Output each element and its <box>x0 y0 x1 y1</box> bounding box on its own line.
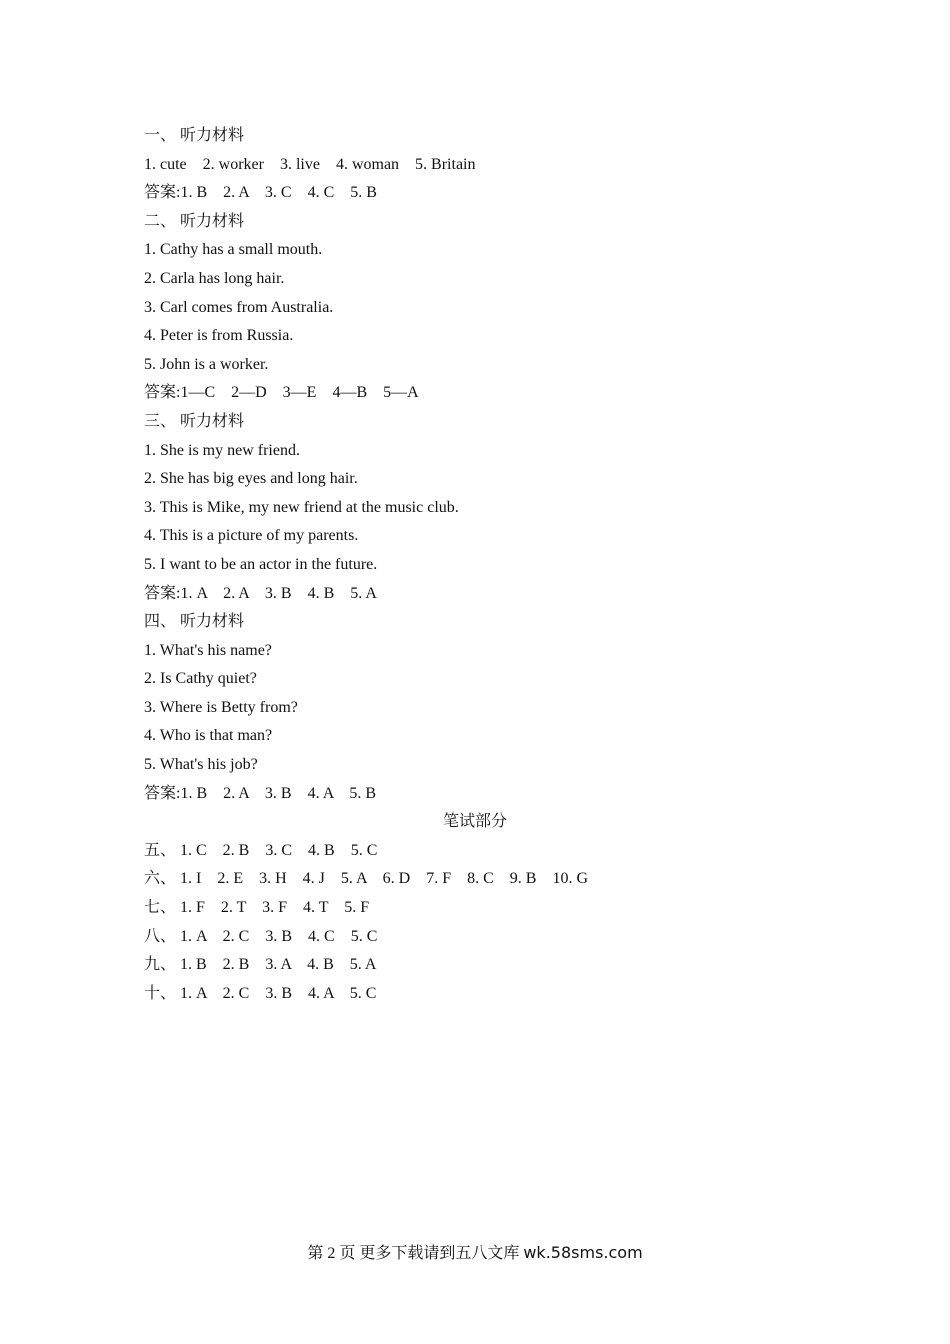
answer-line: 答案:1—C 2—D 3—E 4—B 5—A <box>144 384 419 402</box>
section-heading: 四、 听力材料 <box>144 613 245 631</box>
text-line: 2. Carla has long hair. <box>144 269 285 287</box>
answer-line: 答案:1. A 2. A 3. B 4. B 5. A <box>144 584 377 602</box>
section-heading: 二、 听力材料 <box>144 212 245 230</box>
answer-line: 九、 1. B 2. B 3. A 4. B 5. A <box>144 956 377 974</box>
text-line: 3. Carl comes from Australia. <box>144 298 334 316</box>
footer-text: 第 2 页 更多下载请到五八文库 <box>307 1245 524 1262</box>
text-line: 5. I want to be an actor in the future. <box>144 555 378 573</box>
answer-line: 十、 1. A 2. C 3. B 4. A 5. C <box>144 984 377 1002</box>
text-line: 4. Peter is from Russia. <box>144 327 294 345</box>
text-line: 5. What's his job? <box>144 756 258 774</box>
answer-line: 答案:1. B 2. A 3. C 4. C 5. B <box>144 184 377 202</box>
answer-line: 六、 1. I 2. E 3. H 4. J 5. A 6. D 7. F 8. C 9. B 10. G <box>144 870 589 888</box>
text-line: 2. She has big eyes and long hair. <box>144 470 358 488</box>
text-line: 3. This is Mike, my new friend at the music club. <box>144 498 459 516</box>
text-line: 1. cute 2. worker 3. live 4. woman 5. Britain <box>144 155 476 173</box>
text-line: 3. Where is Betty from? <box>144 698 298 716</box>
answer-line: 答案:1. B 2. A 3. B 4. A 5. B <box>144 784 377 802</box>
page-footer <box>0 1240 950 1267</box>
text-line: 5. John is a worker. <box>144 355 269 373</box>
section-heading: 三、 听力材料 <box>144 412 245 430</box>
text-line: 2. Is Cathy quiet? <box>144 670 257 688</box>
text-line: 1. Cathy has a small mouth. <box>144 241 323 259</box>
answer-content <box>144 122 844 1008</box>
section-heading: 一、 听力材料 <box>144 127 245 144</box>
answer-line: 八、 1. A 2. C 3. B 4. C 5. C <box>144 927 378 945</box>
text-line: 4. This is a picture of my parents. <box>144 527 359 545</box>
text-line: 4. Who is that man? <box>144 727 273 745</box>
answer-line: 五、 1. C 2. B 3. C 4. B 5. C <box>144 841 378 859</box>
text-line: 1. What's his name? <box>144 641 272 659</box>
written-part-heading: 笔试部分 <box>442 813 507 831</box>
answer-line: 七、 1. F 2. T 3. F 4. T 5. F <box>144 899 370 917</box>
text-line: 1. She is my new friend. <box>144 441 300 459</box>
footer-site-link[interactable]: wk.58sms.com <box>523 1243 643 1262</box>
